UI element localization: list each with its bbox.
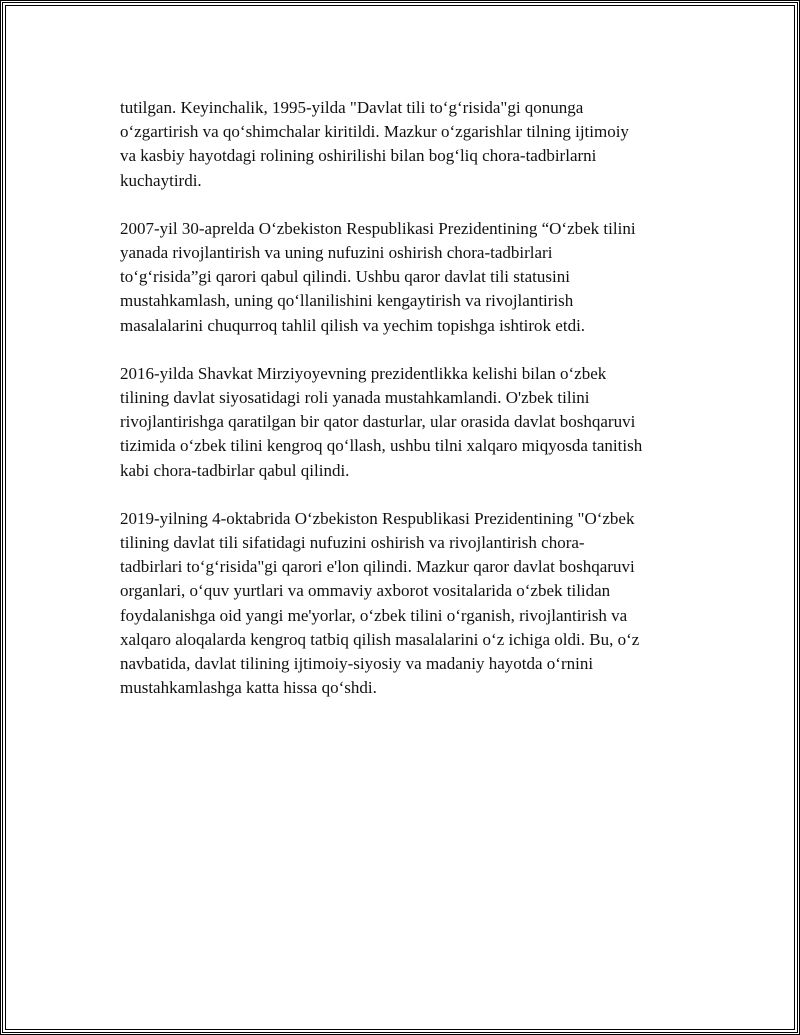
text-line: 2016-yilda Shavkat Mirziyoyevning prezidentlikka kelishi bilan o‘zbek (120, 363, 607, 383)
text-line: mustahkamlash, uning qo‘llanilishini kengaytirish va rivojlantirish (120, 291, 574, 311)
text-line: kuchaytirdi. (120, 170, 202, 190)
text-line: masalalarini chuqurroq tahlil qilish va yechim topishga ishtirok etdi. (120, 315, 586, 335)
paragraph-2 (120, 217, 700, 338)
text-line: navbatida, davlat tilining ijtimoiy-siyosiy va madaniy hayotda o‘rnini (120, 654, 594, 674)
text-line: xalqaro aloqalarda kengroq tatbiq qilish masalalarini o‘z ichiga oldi. Bu, o‘z (120, 629, 640, 649)
text-line: to‘g‘risida”gi qarori qabul qilindi. Ushbu qaror davlat tili statusini (120, 267, 570, 287)
text-line: va kasbiy hayotdagi rolining oshirilishi bilan bog‘liq chora-tadbirlarni (120, 146, 597, 166)
text-line: tilining davlat siyosatidagi roli yanada mustahkamlandi. O'zbek tilini (120, 388, 590, 408)
text-line: organlari, o‘quv yurtlari va ommaviy axborot vositalarida o‘zbek tilidan (120, 581, 611, 601)
document-body (120, 96, 700, 724)
text-line: tadbirlari to‘g‘risida"gi qarori e'lon qilindi. Mazkur qaror davlat boshqaruvi (120, 557, 635, 577)
text-line: mustahkamlashga katta hissa qo‘shdi. (120, 678, 377, 698)
paragraph-4 (120, 507, 700, 701)
text-line: tutilgan. Keyinchalik, 1995-yilda "Davlat tili to‘g‘risida"gi qonunga (120, 98, 584, 117)
text-line: tizimida o‘zbek tilini kengroq qo‘llash, ushbu tilni xalqaro miqyosda tanitish (120, 436, 643, 456)
paragraph-1 (120, 96, 700, 193)
text-line: foydalanishga oid yangi me'yorlar, o‘zbek tilini o‘rganish, rivojlantirish va (120, 605, 628, 625)
paragraph-3 (120, 362, 700, 483)
text-line: rivojlantirishga qaratilgan bir qator dasturlar, ular orasida davlat boshqaruvi (120, 412, 636, 432)
text-line: tilining davlat tili sifatidagi nufuzini oshirish va rivojlantirish chora- (120, 533, 585, 553)
text-line: 2019-yilning 4-oktabrida O‘zbekiston Respublikasi Prezidentining "O‘zbek (120, 508, 635, 528)
text-line: 2007-yil 30-aprelda O‘zbekiston Respublikasi Prezidentining “O‘zbek tilini (120, 218, 636, 238)
text-line: o‘zgartirish va qo‘shimchalar kiritildi. Mazkur o‘zgarishlar tilning ijtimoiy (120, 122, 629, 142)
text-line: kabi chora-tadbirlar qabul qilindi. (120, 460, 350, 480)
text-line: yanada rivojlantirish va uning nufuzini oshirish chora-tadbirlari (120, 243, 553, 263)
